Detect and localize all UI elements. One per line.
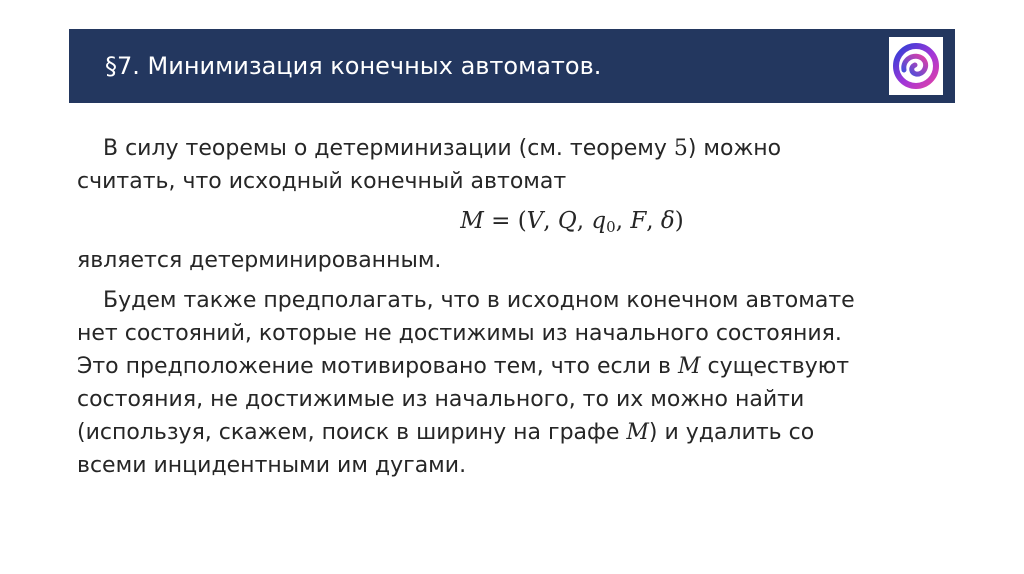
text-span: Это предположение мотивировано тем, что если в	[77, 354, 678, 379]
slide-body	[77, 132, 947, 482]
formula-comma: ,	[646, 208, 661, 234]
paragraph-2-line-1: Будем также предполагать, что в исходном конечном автомате	[103, 288, 855, 313]
paragraph-2-line-2: нет состояний, которые не достижимы из начального состояния.	[77, 321, 842, 346]
formula-symbol-M: M	[460, 208, 484, 234]
paragraph-2-line-6: всеми инцидентными им дугами.	[77, 453, 467, 478]
text-span: существуют	[700, 354, 850, 379]
paragraph-gap	[77, 277, 947, 284]
logo	[889, 37, 943, 95]
formula-equals: = (	[483, 208, 527, 234]
theorem-number: 5	[673, 136, 688, 161]
formula-comma: ,	[615, 208, 631, 234]
paragraph-2-line-3	[77, 350, 947, 383]
paragraph-1-line-3: является детерминированным.	[77, 248, 442, 273]
formula-symbol-V: V	[526, 208, 544, 234]
slide-title: §7. Минимизация конечных автоматов.	[105, 52, 602, 80]
paragraph-2-line-4: состояния, не достижимые из начального, то их можно найти	[77, 387, 805, 412]
formula-subscript: 0	[606, 218, 616, 236]
formula-close-paren: )	[674, 208, 684, 234]
paragraph-2-line-5	[77, 416, 947, 449]
paragraph-1-line-2: считать, что исходный конечный автомат	[77, 169, 567, 194]
formula-symbol-q: q	[591, 208, 607, 234]
text-span: ) и удалить со	[648, 420, 815, 445]
title-bar	[69, 29, 955, 103]
formula-comma: ,	[576, 208, 592, 234]
formula-symbol-Q: Q	[557, 208, 577, 234]
formula-comma: ,	[543, 208, 558, 234]
formula-symbol-delta: δ	[660, 208, 675, 234]
formula-symbol-F: F	[630, 208, 647, 234]
text-span: (используя, скажем, поиск в ширину на графе	[77, 420, 627, 445]
text-span: ) можно	[687, 136, 782, 161]
automaton-formula	[77, 198, 947, 244]
inline-math-M: M	[677, 354, 701, 379]
text-span: В силу теоремы о детерминизации (см. теорему	[103, 136, 674, 161]
swirl-logo-icon	[889, 37, 943, 95]
paragraph-1-line-1	[77, 132, 947, 165]
inline-math-M: M	[626, 420, 649, 445]
